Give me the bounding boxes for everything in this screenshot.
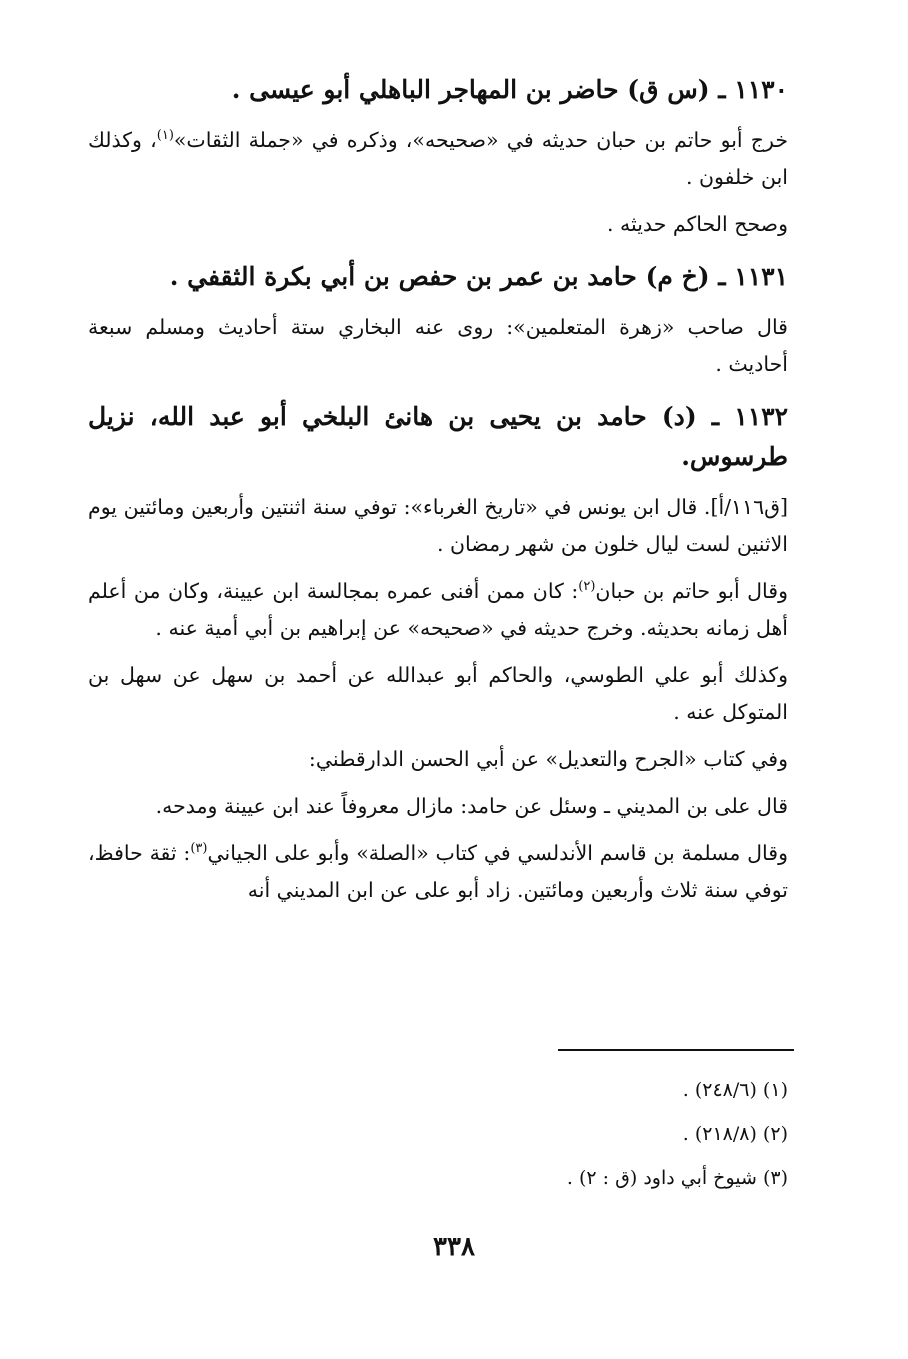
entry-1132-p2-text-after: : كان ممن أفنى عمره بمجالسة ابن عيينة، وكان من أعلم أهل زمانه بحديثه. وخرج حديثه في «صحيحه» عن إبراهيم بن أبي أمية عنه . — [88, 579, 788, 640]
entry-1130-paragraph-2: وصحح الحاكم حديثه . — [607, 212, 788, 236]
footnote-2: (٢) (٢١٨/٨) . — [682, 1123, 788, 1145]
entry-heading-1130: ١١٣٠ ـ (س ق) حاضر بن المهاجر الباهلي أبو عيسى . — [231, 75, 788, 104]
entry-1132-paragraph-2 — [88, 573, 788, 647]
footnote-3: (٣) شيوخ أبي داود (ق : ٢) . — [566, 1167, 788, 1189]
entry-1132-paragraph-3: وكذلك أبو علي الطوسي، والحاكم أبو عبدالله عن أحمد بن سهل عن سهل بن المتوكل عنه . — [88, 663, 788, 724]
entry-1132-p2-text: وقال أبو حاتم بن حبان — [595, 579, 788, 603]
entry-1131-paragraph-1: قال صاحب «زهرة المتعلمين»: روى عنه البخاري ستة أحاديث ومسلم سبعة أحاديث . — [88, 315, 788, 376]
entry-1132-paragraph-5: قال على بن المديني ـ وسئل عن حامد: مازال معروفاً عند ابن عيينة ومدحه. — [155, 794, 788, 818]
footnote-ref-2: (٢) — [578, 579, 596, 595]
footnote-divider — [558, 1049, 794, 1051]
page-number: ٣٣٨ — [433, 1232, 475, 1262]
footnote-1: (١) (٢٤٨/٦) . — [682, 1079, 788, 1101]
entry-heading-1132: ١١٣٢ ـ (د) حامد بن يحيى بن هانئ البلخي أبو عبد الله، نزيل طرسوس. — [88, 402, 788, 471]
entry-1132-paragraph-1: [ق١١٦/أ]. قال ابن يونس في «تاريخ الغرباء»: توفي سنة اثنتين وأربعين ومائتين يوم الاثنين لست ليال خلون من شهر رمضان . — [88, 495, 788, 556]
page-body — [88, 70, 788, 919]
entry-1130-text-after: ، وكذلك ابن خلفون . — [88, 128, 788, 189]
entry-1130-text: خرج أبو حاتم بن حبان حديثه في «صحيحه»، وذكره في «جملة الثقات» — [173, 128, 788, 152]
entry-1132-paragraph-4: وفي كتاب «الجرح والتعديل» عن أبي الحسن الدارقطني: — [308, 747, 788, 771]
entry-1130-paragraph-1 — [88, 122, 788, 196]
footnote-ref-3: (٣) — [190, 841, 208, 857]
entry-1132-paragraph-6 — [88, 835, 788, 909]
footnotes — [88, 1068, 788, 1200]
entry-1132-p6-text: وقال مسلمة بن قاسم الأندلسي في كتاب «الصلة» وأبو على الجياني — [207, 841, 788, 865]
footnote-ref-1: (١) — [156, 128, 174, 144]
entry-1132-p6-text-after: : ثقة حافظ، توفي سنة ثلاث وأربعين ومائتين. زاد أبو على عن ابن المديني أنه — [88, 841, 788, 902]
entry-heading-1131: ١١٣١ ـ (خ م) حامد بن عمر بن حفص بن أبي بكرة الثقفي . — [169, 262, 788, 291]
